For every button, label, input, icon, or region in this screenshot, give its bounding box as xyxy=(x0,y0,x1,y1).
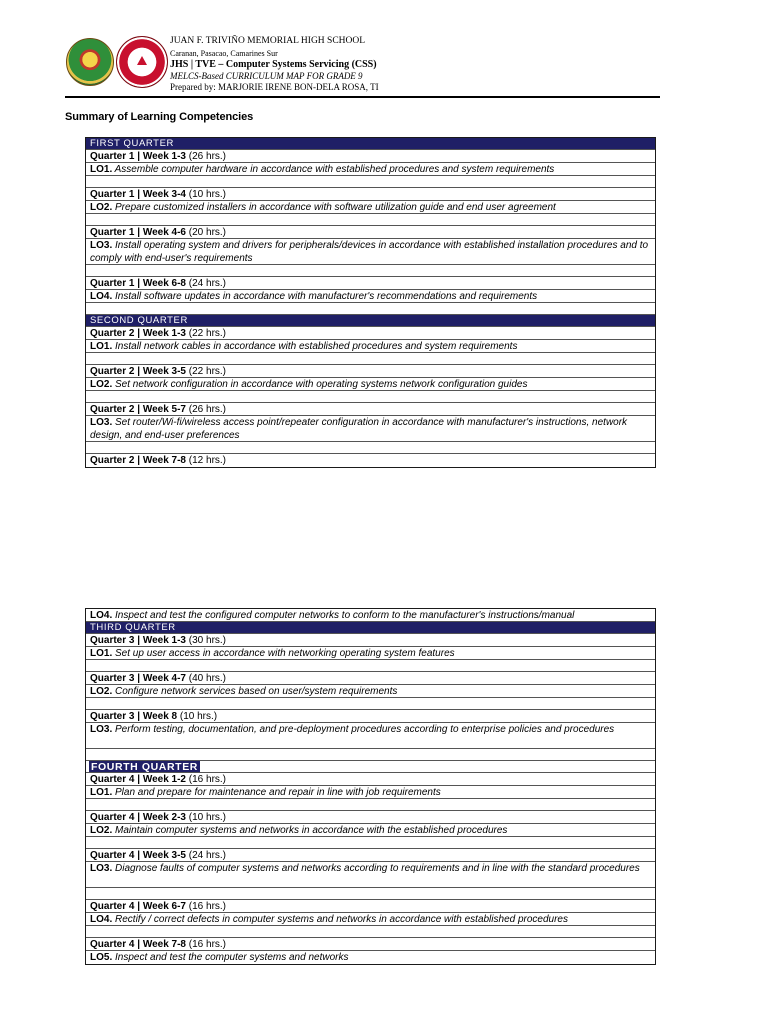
spacer-row xyxy=(86,442,655,454)
competency-row: LO4. Install software updates in accordance with manufacturer's recommendations and requirements xyxy=(86,290,655,303)
spacer-row xyxy=(86,926,655,938)
competency-table-part2 xyxy=(85,608,656,965)
week-row: Quarter 1 | Week 3-4 (10 hrs.) xyxy=(86,188,655,201)
competency-row: LO4. Inspect and test the configured computer networks to conform to the manufacturer's instructions/manual xyxy=(86,609,655,622)
week-row: Quarter 4 | Week 6-7 (16 hrs.) xyxy=(86,900,655,913)
week-row: Quarter 2 | Week 7-8 (12 hrs.) xyxy=(90,455,227,466)
section-title: Summary of Learning Competencies xyxy=(65,111,254,123)
competency-row: LO4. Rectify / correct defects in computer systems and networks in accordance with established procedures xyxy=(86,913,655,926)
competency-row: LO2. Prepare customized installers in accordance with software utilization guide and end user agreement xyxy=(86,201,655,214)
competency-row: LO2. Set network configuration in accordance with operating systems network configuration guides xyxy=(86,378,655,391)
header-divider xyxy=(65,96,660,98)
school-name: JUAN F. TRIVIÑO MEMORIAL HIGH SCHOOL xyxy=(170,36,366,46)
spacer-row xyxy=(86,749,655,761)
curriculum-map-title: MELCS-Based CURRICULUM MAP FOR GRADE 9 xyxy=(170,70,363,81)
deped-seal xyxy=(116,36,168,88)
week-row: Quarter 4 | Week 7-8 (16 hrs.) xyxy=(86,938,655,951)
quarter-header-second: SECOND QUARTER xyxy=(86,315,655,327)
spacer-row xyxy=(86,888,655,900)
week-row: Quarter 3 | Week 4-7 (40 hrs.) xyxy=(86,672,655,685)
week-row: Quarter 2 | Week 3-5 (22 hrs.) xyxy=(86,365,655,378)
subject-title: JHS | TVE – Computer Systems Servicing (CSS) xyxy=(170,59,377,70)
week-row: Quarter 3 | Week 8 (10 hrs.) xyxy=(86,710,655,723)
week-row: Quarter 1 | Week 6-8 (24 hrs.) xyxy=(86,277,655,290)
competency-row: LO1. Install network cables in accordance with established procedures and system requirements xyxy=(86,340,655,353)
spacer-row xyxy=(86,799,655,811)
week-row: Quarter 4 | Week 2-3 (10 hrs.) xyxy=(86,811,655,824)
week-row: Quarter 2 | Week 1-3 (22 hrs.) xyxy=(86,327,655,340)
competency-row: LO3. Perform testing, documentation, and pre-deployment procedures according to enterprise policies and procedures xyxy=(86,723,655,749)
competency-row: LO1. Set up user access in accordance with networking operating system features xyxy=(86,647,655,660)
school-location: Caranan, Pasacao, Camarines Sur xyxy=(170,48,278,58)
spacer-row xyxy=(86,391,655,403)
week-row: Quarter 1 | Week 4-6 (20 hrs.) xyxy=(86,226,655,239)
quarter-header-first: FIRST QUARTER xyxy=(86,138,655,150)
competency-row: LO3. Diagnose faults of computer systems and networks according to requirements and in line with the standard procedures xyxy=(86,862,655,888)
competency-row: LO3. Install operating system and drivers for peripherals/devices in accordance with established installation procedures and to comply with end-user's requirements xyxy=(86,239,655,265)
week-row: Quarter 4 | Week 3-5 (24 hrs.) xyxy=(86,849,655,862)
week-row: Quarter 2 | Week 5-7 (26 hrs.) xyxy=(86,403,655,416)
week-row: Quarter 4 | Week 1-2 (16 hrs.) xyxy=(86,773,655,786)
competency-row: LO2. Maintain computer systems and networks in accordance with the established procedures xyxy=(86,824,655,837)
prepared-by: Prepared by: MARJORIE IRENE BON-DELA ROSA, TI xyxy=(170,82,379,92)
spacer-row xyxy=(86,303,655,315)
competency-row: LO2. Configure network services based on user/system requirements xyxy=(86,685,655,698)
week-row: Quarter 3 | Week 1-3 (30 hrs.) xyxy=(86,634,655,647)
competency-row: LO1. Assemble computer hardware in accordance with established procedures and system requirements xyxy=(86,163,655,176)
spacer-row xyxy=(86,660,655,672)
spacer-row xyxy=(86,353,655,365)
competency-row: LO1. Plan and prepare for maintenance and repair in line with job requirements xyxy=(86,786,655,799)
week-row: Quarter 1 | Week 1-3 (26 hrs.) xyxy=(86,150,655,163)
competency-table-part1 xyxy=(85,137,656,468)
spacer-row xyxy=(86,837,655,849)
quarter-header-third: THIRD QUARTER xyxy=(86,622,655,634)
spacer-row xyxy=(86,176,655,188)
spacer-row xyxy=(86,214,655,226)
school-logo xyxy=(66,38,114,86)
spacer-row xyxy=(86,265,655,277)
spacer-row xyxy=(86,698,655,710)
document-header xyxy=(170,36,650,94)
competency-row: LO3. Set router/Wi-fi/wireless access point/repeater configuration in accordance with manufacturer's instructions, network design, and end-user preferences xyxy=(86,416,655,442)
quarter-header-fourth: FOURTH QUARTER xyxy=(86,761,655,773)
competency-row: LO5. Inspect and test the computer systems and networks xyxy=(90,952,349,963)
